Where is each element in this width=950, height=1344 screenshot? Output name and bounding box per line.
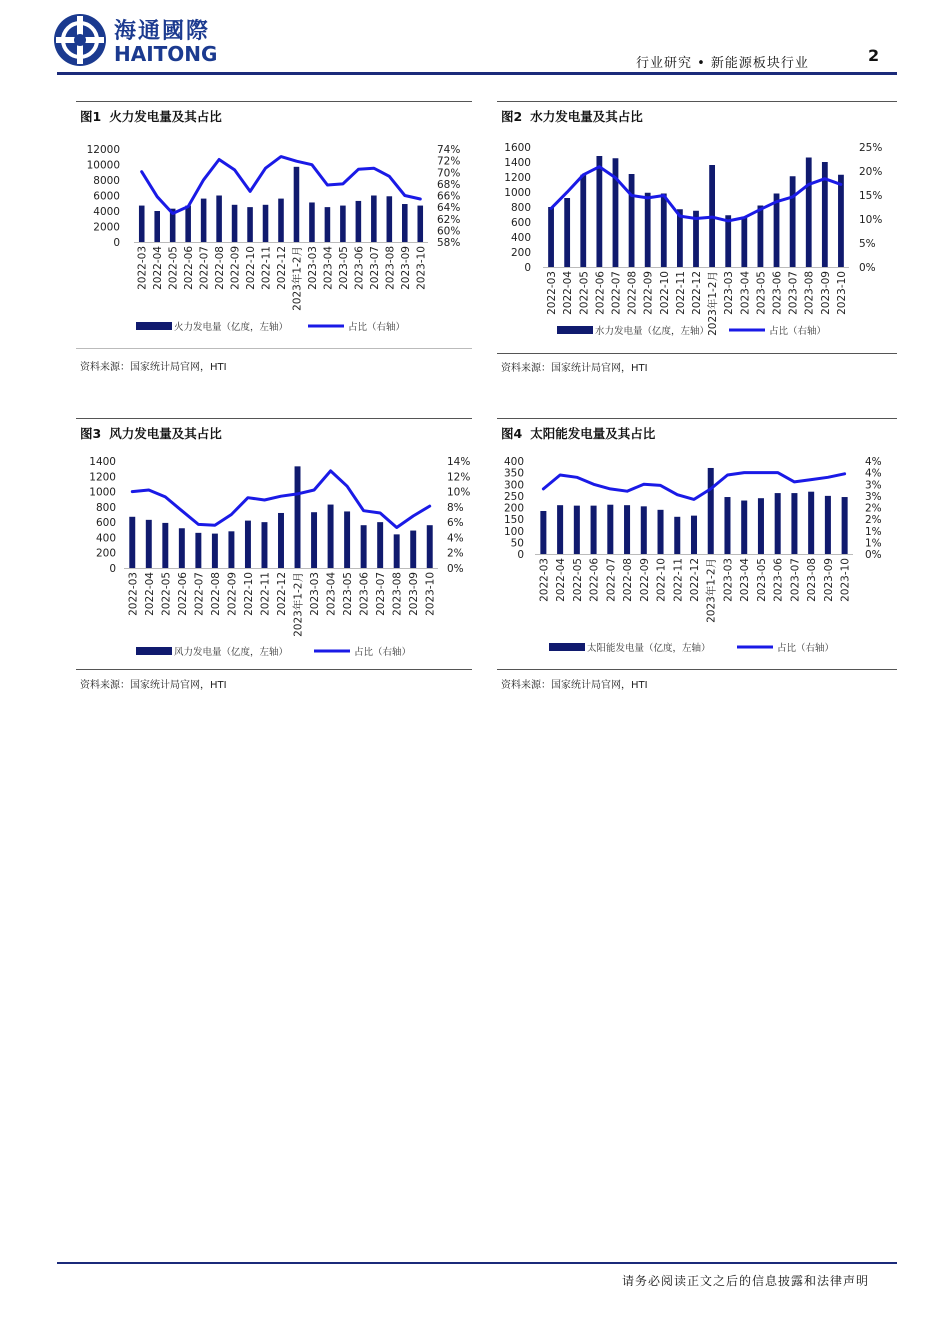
legend-bar-swatch: [136, 647, 172, 655]
bar: [294, 167, 300, 242]
category-label: 2023-03: [309, 572, 322, 616]
bar: [427, 525, 433, 568]
bar: [791, 493, 797, 554]
left-axis-tick-label: 150: [503, 514, 524, 527]
bar: [402, 204, 408, 242]
left-axis-tick-label: 0: [113, 237, 120, 249]
category-label: 2022-09: [638, 558, 651, 602]
figure-number: 图4: [501, 426, 523, 441]
bar: [607, 505, 613, 554]
chart-legend: [136, 321, 405, 333]
thermal-chart: [76, 129, 472, 354]
footer-rule: [57, 1262, 897, 1264]
category-label: 2022-08: [626, 271, 639, 315]
chart-source: 资料来源：国家统计局官网，HTI: [501, 363, 648, 374]
category-label: 2023-04: [739, 271, 752, 315]
left-axis-tick-label: 1200: [89, 471, 116, 484]
left-axis-tick-label: 400: [510, 232, 531, 244]
panel-mid-rule: [497, 353, 897, 354]
bar: [838, 175, 844, 267]
bar: [540, 511, 546, 554]
right-axis-tick-label: 58%: [437, 237, 461, 249]
category-label: 2022-05: [167, 246, 180, 290]
chart-panel-solar: [497, 418, 897, 693]
bar: [325, 207, 331, 242]
right-axis-tick-label: 4%: [865, 467, 882, 480]
bar: [340, 206, 346, 242]
left-axis-tick-label: 600: [510, 217, 531, 229]
right-axis-tick-label: 4%: [447, 532, 464, 545]
left-axis-tick-label: 8000: [93, 175, 120, 187]
category-label: 2023-10: [424, 572, 437, 616]
bar: [674, 517, 680, 554]
left-axis-tick-label: 1400: [89, 456, 116, 468]
panel-mid-rule: [76, 669, 472, 670]
right-axis-tick-label: 62%: [437, 213, 461, 226]
page-number: 2: [868, 46, 880, 65]
legend-line-label: 占比（右轴）: [354, 647, 412, 658]
bar: [596, 156, 602, 267]
right-axis-tick-label: 8%: [447, 501, 464, 514]
panel-top-rule: [76, 418, 472, 419]
chart-legend: [557, 325, 826, 337]
chart-panel-thermal: [76, 101, 472, 376]
chart-source: 资料来源：国家统计局官网，HTI: [80, 680, 227, 691]
left-axis-tick-label: 200: [503, 502, 524, 515]
figure-number: 图3: [80, 426, 102, 441]
right-axis-tick-label: 60%: [437, 225, 461, 238]
bar: [247, 207, 253, 242]
category-label: 2022-12: [689, 558, 701, 602]
right-axis-tick-label: 0%: [865, 549, 882, 561]
right-axis-tick-label: 68%: [437, 178, 461, 191]
chart-legend: [136, 646, 411, 658]
category-label: 2022-12: [276, 246, 288, 290]
right-axis-tick-label: 4%: [865, 456, 882, 468]
category-label: 2023-08: [806, 558, 819, 602]
category-label: 2022-09: [226, 572, 239, 616]
category-label: 2023-08: [384, 246, 397, 290]
bar: [825, 496, 831, 554]
bar: [377, 522, 383, 568]
right-axis-tick-label: 25%: [859, 142, 883, 154]
right-axis-tick-label: 15%: [859, 190, 883, 202]
bar: [228, 531, 234, 568]
right-axis-tick-label: 12%: [447, 471, 471, 484]
bar: [309, 202, 315, 242]
right-axis-tick-label: 1%: [865, 537, 882, 550]
category-label: 2023-06: [771, 271, 784, 315]
category-label: 2023-05: [755, 271, 768, 315]
left-axis-tick-label: 1600: [504, 142, 531, 154]
category-label: 2023-04: [322, 246, 335, 290]
chart-title: [80, 107, 222, 125]
category-label: 2022-05: [578, 271, 591, 315]
bar: [295, 466, 301, 568]
legend-bar-label: 太阳能发电量（亿度，左轴）: [587, 643, 711, 654]
category-label: 2022-07: [605, 558, 618, 602]
bar: [245, 521, 251, 568]
logo-chinese-text: 海通國際: [114, 19, 211, 44]
haitong-emblem-icon: [52, 12, 108, 68]
bar: [278, 513, 284, 568]
bar: [387, 196, 393, 242]
category-label: 2023-06: [353, 246, 366, 290]
category-label: 2023-09: [408, 572, 421, 616]
bar: [232, 205, 238, 242]
bar: [356, 201, 362, 242]
left-axis-tick-label: 1000: [504, 187, 531, 199]
category-label: 2022-06: [176, 572, 189, 616]
bar: [724, 497, 730, 554]
bar: [741, 501, 747, 554]
chart-legend: [549, 642, 834, 654]
bar: [417, 206, 423, 242]
bar: [344, 511, 350, 568]
right-axis-tick-label: 3%: [865, 479, 882, 492]
bar: [806, 158, 812, 268]
bar: [263, 205, 269, 242]
category-label: 2023-08: [803, 271, 816, 315]
bar: [361, 525, 367, 568]
bar: [774, 194, 780, 268]
category-label: 2022-09: [229, 246, 242, 290]
legend-line-label: 占比（右轴）: [348, 322, 406, 333]
panel-top-rule: [76, 101, 472, 102]
right-axis-tick-label: 2%: [865, 514, 882, 527]
bar: [661, 194, 667, 268]
legend-bar-label: 风力发电量（亿度，左轴）: [174, 647, 289, 658]
bar: [394, 534, 400, 568]
legend-bar-label: 水力发电量（亿度，左轴）: [595, 326, 710, 337]
bar: [548, 207, 554, 267]
category-label: 2023-07: [368, 246, 381, 290]
haitong-logo: [52, 10, 222, 70]
panel-mid-rule: [76, 348, 472, 349]
bar: [146, 520, 152, 568]
category-label: 2022-11: [672, 558, 685, 602]
figure-number: 图1: [80, 109, 102, 124]
left-axis-tick-label: 6000: [93, 190, 120, 203]
right-axis-tick-label: 3%: [865, 490, 882, 503]
chart-title: [501, 424, 655, 442]
bar: [808, 492, 814, 554]
category-label: 2023-09: [822, 558, 835, 602]
category-label: 2022-03: [127, 572, 140, 616]
bar: [278, 199, 284, 242]
panel-top-rule: [497, 418, 897, 419]
left-axis-tick-label: 400: [95, 532, 116, 545]
category-label: 2022-06: [588, 558, 601, 602]
category-label: 2023-07: [787, 271, 800, 315]
bar: [185, 206, 191, 242]
right-axis-tick-label: 1%: [865, 525, 882, 538]
left-axis-tick-label: 800: [95, 501, 116, 514]
bar: [195, 533, 201, 568]
right-axis-tick-label: 20%: [859, 166, 883, 178]
chart-title: [501, 107, 643, 125]
category-label: 2022-05: [571, 558, 584, 602]
share-line: [543, 473, 844, 500]
right-axis-tick-label: 70%: [437, 167, 461, 180]
category-label: 2023年1-2月: [292, 572, 305, 637]
left-axis-tick-label: 50: [510, 537, 524, 550]
right-axis-tick-label: 0%: [447, 563, 464, 575]
chart-panel-wind: [76, 418, 472, 693]
chart-source: 资料来源：国家统计局官网，HTI: [80, 362, 227, 373]
legend-bar-swatch: [557, 326, 593, 334]
left-axis-tick-label: 0: [109, 563, 116, 575]
bar: [758, 498, 764, 554]
category-label: 2023-10: [415, 246, 428, 290]
left-axis-tick-label: 0: [517, 549, 524, 561]
bar: [328, 505, 334, 568]
category-label: 2023-04: [325, 572, 338, 616]
bar: [790, 176, 796, 267]
bar: [775, 493, 781, 554]
category-label: 2022-04: [562, 271, 575, 315]
bar: [725, 215, 731, 267]
bar: [741, 217, 747, 267]
right-axis-tick-label: 2%: [447, 547, 464, 560]
bar: [708, 468, 714, 554]
legend-bar-swatch: [549, 643, 585, 651]
category-label: 2023-07: [375, 572, 388, 616]
category-label: 2023年1-2月: [705, 558, 718, 623]
category-label: 2023-06: [358, 572, 371, 616]
right-axis-tick-label: 14%: [447, 456, 471, 468]
legend-bar-swatch: [136, 322, 172, 330]
category-label: 2023-09: [399, 246, 412, 290]
bar: [261, 522, 267, 568]
category-label: 2022-04: [152, 246, 165, 290]
left-axis-tick-label: 4000: [93, 206, 120, 218]
category-label: 2023-05: [342, 572, 355, 616]
logo-english-text: HAITONG: [114, 42, 218, 66]
bar: [201, 199, 207, 242]
header-title: 行业研究 • 新能源板块行业: [636, 56, 809, 71]
category-label: 2023-10: [835, 271, 848, 315]
bar: [154, 211, 160, 242]
left-axis-tick-label: 12000: [86, 144, 120, 156]
bar: [139, 206, 145, 242]
left-axis-tick-label: 1400: [504, 157, 531, 169]
category-label: 2022-05: [160, 572, 173, 616]
bar: [564, 198, 570, 267]
panel-mid-rule: [497, 669, 897, 670]
chart-title: [80, 424, 222, 442]
right-axis-tick-label: 10%: [859, 214, 883, 226]
category-label: 2022-11: [674, 271, 687, 315]
category-label: 2022-11: [259, 572, 272, 616]
header-rule: [57, 72, 897, 75]
wind-chart: [76, 444, 472, 669]
left-axis-tick-label: 800: [510, 202, 531, 214]
category-label: 2022-08: [209, 572, 222, 616]
category-label: 2022-10: [655, 558, 668, 602]
chart-source: 资料来源：国家统计局官网，HTI: [501, 680, 648, 691]
category-label: 2022-12: [276, 572, 288, 616]
category-label: 2022-08: [622, 558, 635, 602]
bar: [557, 505, 563, 554]
right-axis-tick-label: 72%: [437, 155, 461, 168]
category-label: 2023-06: [772, 558, 785, 602]
right-axis-tick-label: 74%: [437, 144, 461, 156]
left-axis-tick-label: 400: [503, 456, 524, 468]
category-label: 2023-05: [755, 558, 768, 602]
figure-title: 风力发电量及其占比: [109, 426, 222, 441]
bar: [212, 534, 218, 568]
footer-disclaimer: 请务必阅读正文之后的信息披露和法律声明: [622, 1274, 870, 1288]
bar: [580, 175, 586, 267]
chart-panel-hydro: [497, 101, 897, 376]
category-label: 2023-03: [723, 271, 736, 315]
figure-title: 火力发电量及其占比: [109, 109, 222, 124]
category-label: 2023-08: [391, 572, 404, 616]
right-axis-tick-label: 10%: [447, 486, 471, 499]
category-label: 2022-07: [193, 572, 206, 616]
category-label: 2022-11: [260, 246, 273, 290]
left-axis-tick-label: 250: [503, 490, 524, 503]
bar: [629, 174, 635, 267]
bar: [410, 531, 416, 568]
bar: [691, 516, 697, 554]
category-label: 2023年1-2月: [707, 271, 720, 336]
bar: [591, 506, 597, 554]
right-axis-tick-label: 64%: [437, 202, 461, 215]
bar: [645, 193, 651, 267]
category-label: 2022-03: [136, 246, 149, 290]
category-label: 2022-07: [198, 246, 211, 290]
category-label: 2022-09: [642, 271, 655, 315]
left-axis-tick-label: 200: [510, 247, 531, 259]
solar-chart: [497, 444, 897, 669]
category-label: 2022-10: [242, 572, 255, 616]
bar: [658, 510, 664, 554]
bar: [842, 497, 848, 554]
right-axis-tick-label: 2%: [865, 502, 882, 515]
bar: [216, 196, 222, 243]
category-label: 2023-05: [337, 246, 350, 290]
category-label: 2023-09: [819, 271, 832, 315]
category-label: 2023-10: [839, 558, 852, 602]
category-label: 2022-07: [610, 271, 623, 315]
hydro-chart: [497, 127, 897, 352]
category-label: 2023-03: [306, 246, 319, 290]
legend-line-label: 占比（右轴）: [777, 643, 835, 654]
figure-title: 太阳能发电量及其占比: [530, 426, 656, 441]
category-label: 2022-10: [658, 271, 671, 315]
category-label: 2023-04: [739, 558, 752, 602]
left-axis-tick-label: 0: [524, 262, 531, 274]
category-label: 2022-04: [143, 572, 156, 616]
legend-bar-label: 火力发电量（亿度，左轴）: [174, 322, 289, 333]
bar: [371, 196, 377, 243]
category-label: 2023-07: [789, 558, 802, 602]
category-label: 2022-10: [245, 246, 258, 290]
legend-line-label: 占比（右轴）: [769, 326, 827, 337]
bar: [574, 506, 580, 554]
left-axis-tick-label: 300: [503, 479, 524, 492]
left-axis-tick-label: 2000: [93, 221, 120, 234]
bar: [162, 523, 168, 568]
figure-title: 水力发电量及其占比: [530, 109, 643, 124]
bar: [641, 506, 647, 554]
left-axis-tick-label: 100: [503, 525, 524, 538]
bar: [758, 206, 764, 268]
category-label: 2022-06: [594, 271, 607, 315]
bar: [624, 505, 630, 554]
bar: [311, 512, 317, 568]
left-axis-tick-label: 350: [503, 467, 524, 480]
left-axis-tick-label: 200: [95, 547, 116, 560]
category-label: 2022-03: [546, 271, 559, 315]
figure-number: 图2: [501, 109, 523, 124]
left-axis-tick-label: 1200: [504, 172, 531, 184]
category-label: 2023-03: [722, 558, 735, 602]
category-label: 2022-04: [555, 558, 568, 602]
bar: [129, 517, 135, 568]
panel-top-rule: [497, 101, 897, 102]
left-axis-tick-label: 1000: [89, 486, 116, 499]
bar: [179, 528, 185, 568]
right-axis-tick-label: 0%: [859, 262, 876, 274]
right-axis-tick-label: 5%: [859, 238, 876, 250]
right-axis-tick-label: 66%: [437, 190, 461, 203]
left-axis-tick-label: 600: [95, 517, 116, 530]
category-label: 2023年1-2月: [291, 246, 304, 311]
category-label: 2022-06: [183, 246, 196, 290]
category-label: 2022-03: [538, 558, 551, 602]
category-label: 2022-12: [691, 271, 703, 315]
right-axis-tick-label: 6%: [447, 517, 464, 530]
left-axis-tick-label: 10000: [86, 159, 120, 172]
category-label: 2022-08: [214, 246, 227, 290]
